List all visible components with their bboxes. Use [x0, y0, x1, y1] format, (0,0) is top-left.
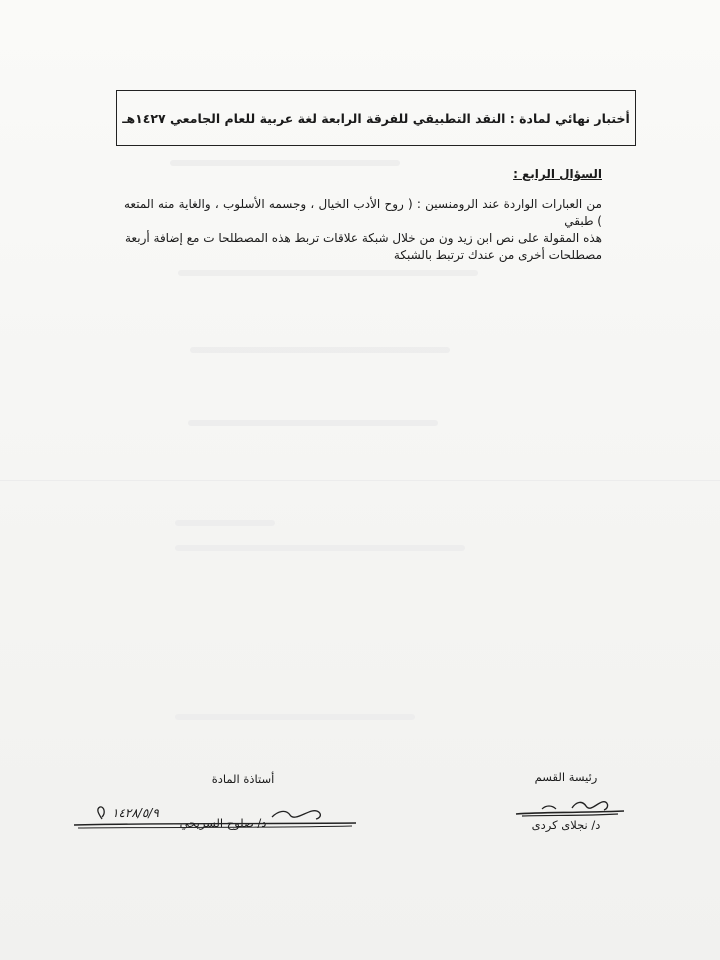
question-line-2: هذه المقولة على نص ابن زيد ون من خلال شبكة علاقات تربط هذه المصطلحا ت مع إضافة أربعة [125, 231, 602, 245]
bleed-through-mark [175, 714, 415, 720]
question-body [124, 196, 602, 264]
paper-fold-line [0, 480, 720, 481]
bleed-through-mark [188, 420, 438, 426]
handwritten-signature [512, 796, 630, 822]
question-line-1: من العبارات الواردة عند الرومنسين : ( روح الأدب الخيال ، وجسمه الأسلوب ، والغاية منه المتعه ) طبقي [124, 197, 602, 228]
question-line-3: مصطلحات أخرى من عندك ترتبط بالشبكة [393, 248, 602, 262]
question-heading: السؤال الرابع : [513, 167, 602, 181]
exam-title: أختبار نهائي لمادة : النقد التطبيقي للفرقة الرابعة لغة عربية للعام الجامعي ١٤٢٧هـ [122, 110, 630, 126]
signature-title: رئيسة القسم [534, 770, 598, 784]
bleed-through-mark [178, 270, 478, 276]
signature-date: ١٤٢٨/٥/٩ [112, 806, 159, 820]
signature-name: د/ صلوح السريحي [179, 816, 267, 830]
bleed-through-mark [190, 347, 450, 353]
bleed-through-mark [175, 545, 465, 551]
signature-title: أستاذة المادة [211, 772, 275, 786]
signature-name: د/ نجلاى كردى [531, 818, 601, 832]
bleed-through-mark [170, 160, 400, 166]
bleed-through-mark [175, 520, 275, 526]
exam-header-box [116, 90, 636, 146]
